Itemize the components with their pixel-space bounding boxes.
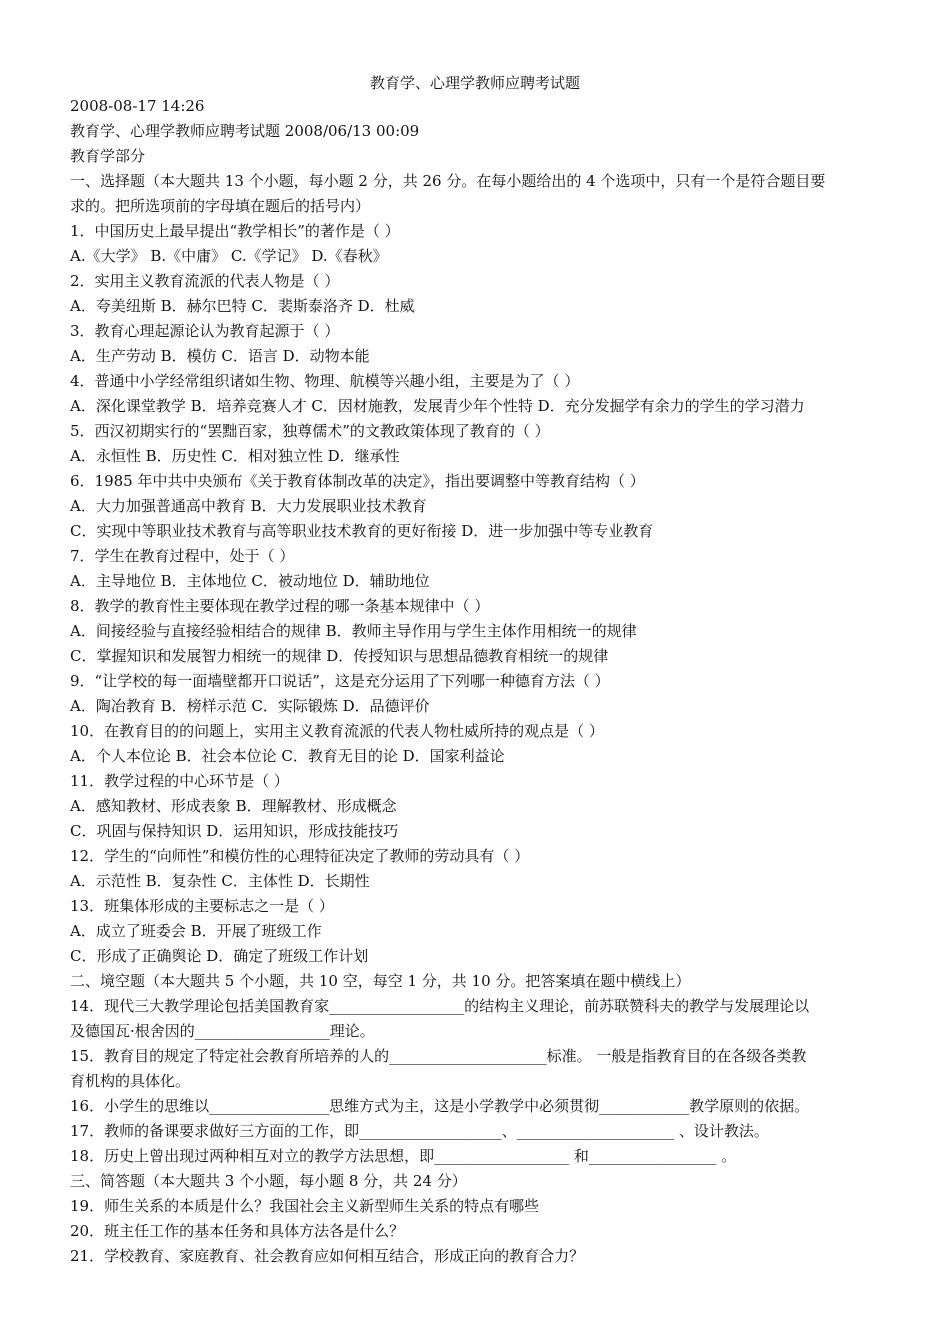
text-line: 一、选择题（本大题共 13 个小题，每小题 2 分，共 26 分。在每小题给出的 4 个选项中，只有一个是符合题目要 bbox=[70, 172, 826, 190]
text-line: 5．西汉初期实行的“罢黜百家，独尊儒术”的文教政策体现了教育的（ ） bbox=[70, 422, 550, 440]
text-line: A．夸美纽斯 B．赫尔巴特 C．裴斯泰洛齐 D．杜威 bbox=[70, 297, 415, 315]
document-title: 教育学、心理学教师应聘考试题 bbox=[369, 74, 580, 92]
text-line: 13．班集体形成的主要标志之一是（ ） bbox=[70, 897, 334, 915]
text-line: A．个人本位论 B．社会本位论 C．教育无目的论 D．国家利益论 bbox=[70, 747, 505, 765]
text-line: 8．教学的教育性主要体现在教学过程的哪一条基本规律中（ ） bbox=[70, 597, 490, 615]
text-line: 17．教师的备课要求做好三方面的工作，即___________________、_____________________ 、设计教法。 bbox=[70, 1122, 769, 1140]
text-line: 19．师生关系的本质是什么？我国社会主义新型师生关系的特点有哪些 bbox=[70, 1197, 540, 1215]
text-line: A．陶冶教育 B．榜样示范 C．实际锻炼 D．品德评价 bbox=[70, 697, 430, 715]
text-line: 6．1985 年中共中央颁布《关于教育体制改革的决定》，指出要调整中等教育结构（ ） bbox=[70, 472, 645, 490]
text-line: A．示范性 B．复杂性 C．主体性 D．长期性 bbox=[70, 872, 370, 890]
text-line: A．成立了班委会 B．开展了班级工作 bbox=[70, 922, 322, 940]
text-line: 三、简答题（本大题共 3 个小题，每小题 8 分，共 24 分） bbox=[70, 1172, 467, 1190]
text-line: 10．在教育目的的问题上，实用主义教育流派的代表人物杜威所持的观点是（ ） bbox=[70, 722, 604, 740]
text-line: 16．小学生的思维以________________思维方式为主，这是小学教学中必须贯彻____________教学原则的依据。 bbox=[70, 1097, 810, 1115]
text-line: A．生产劳动 B．模仿 C．语言 D．动物本能 bbox=[70, 347, 370, 365]
text-line: 2．实用主义教育流派的代表人物是（ ） bbox=[70, 272, 340, 290]
text-line: 4．普通中小学经常组织诸如生物、物理、航模等兴趣小组，主要是为了（ ） bbox=[70, 372, 580, 390]
text-line: 7．学生在教育过程中，处于（ ） bbox=[70, 547, 295, 565]
text-line: 教育学部分 bbox=[70, 147, 146, 165]
text-line: 及德国瓦·根舍因的__________________理论。 bbox=[70, 1022, 375, 1040]
text-line: 21．学校教育、家庭教育、社会教育应如何相互结合，形成正向的教育合力？ bbox=[70, 1247, 585, 1265]
text-line: 9．“让学校的每一面墙壁都开口说话”，这是充分运用了下列哪一种德育方法（ ） bbox=[70, 672, 610, 690]
text-line: 求的。把所选项前的字母填在题后的括号内） bbox=[70, 197, 371, 215]
text-line: 12．学生的“向师性”和模仿性的心理特征决定了教师的劳动具有（ ） bbox=[70, 847, 530, 865]
text-line: C．形成了正确舆论 D．确定了班级工作计划 bbox=[70, 947, 369, 965]
text-line: A．永恒性 B．历史性 C．相对独立性 D．继承性 bbox=[70, 447, 400, 465]
text-line: 20．班主任工作的基本任务和具体方法各是什么？ bbox=[70, 1222, 405, 1240]
text-line: 14．现代三大教学理论包括美国教育家__________________的结构主义理论，前苏联赞科夫的教学与发展理论以 bbox=[70, 997, 810, 1015]
text-line: 15．教育目的规定了特定社会教育所培养的人的_____________________标准。 一般是指教育目的在各级各类教 bbox=[70, 1047, 807, 1065]
text-line: A．深化课堂教学 B．培养竞赛人才 C．因材施教，发展青少年个性特 D．充分发掘学有余力的学生的学习潜力 bbox=[70, 397, 805, 415]
text-line: A．感知教材、形成表象 B．理解教材、形成概念 bbox=[70, 797, 397, 815]
text-line: 2008-08-17 14:26 bbox=[70, 97, 205, 115]
text-line: 3．教育心理起源论认为教育起源于（ ） bbox=[70, 322, 340, 340]
text-line: C．掌握知识和发展智力相统一的规律 D．传授知识与思想品德教育相统一的规律 bbox=[70, 647, 609, 665]
text-line: A．主导地位 B．主体地位 C．被动地位 D．辅助地位 bbox=[70, 572, 430, 590]
text-line: 二、境空题（本大题共 5 个小题，共 10 空，每空 1 分，共 10 分。把答案填在题中横线上） bbox=[70, 972, 691, 990]
text-line: 18．历史上曾出现过两种相互对立的教学方法思想，即__________________ 和_________________ 。 bbox=[70, 1147, 737, 1165]
text-line: C．实现中等职业技术教育与高等职业技术教育的更好衔接 D．进一步加强中等专业教育 bbox=[70, 522, 654, 540]
document-body bbox=[70, 94, 890, 1269]
text-line: A．大力加强普通高中教育 B．大力发展职业技术教育 bbox=[70, 497, 427, 515]
text-line: 育机构的具体化。 bbox=[70, 1072, 191, 1090]
text-line: 11．教学过程的中心环节是（ ） bbox=[70, 772, 289, 790]
text-line: C．巩固与保持知识 D．运用知识，形成技能技巧 bbox=[70, 822, 399, 840]
text-line: A.《大学》 B.《中庸》 C.《学记》 D.《春秋》 bbox=[70, 247, 388, 265]
text-line: A．间接经验与直接经验相结合的规律 B．教师主导作用与学生主体作用相统一的规律 bbox=[70, 622, 637, 640]
text-line: 1．中国历史上最早提出“教学相长”的著作是（ ） bbox=[70, 222, 400, 240]
text-line: 教育学、心理学教师应聘考试题 2008/06/13 00:09 bbox=[70, 122, 420, 140]
